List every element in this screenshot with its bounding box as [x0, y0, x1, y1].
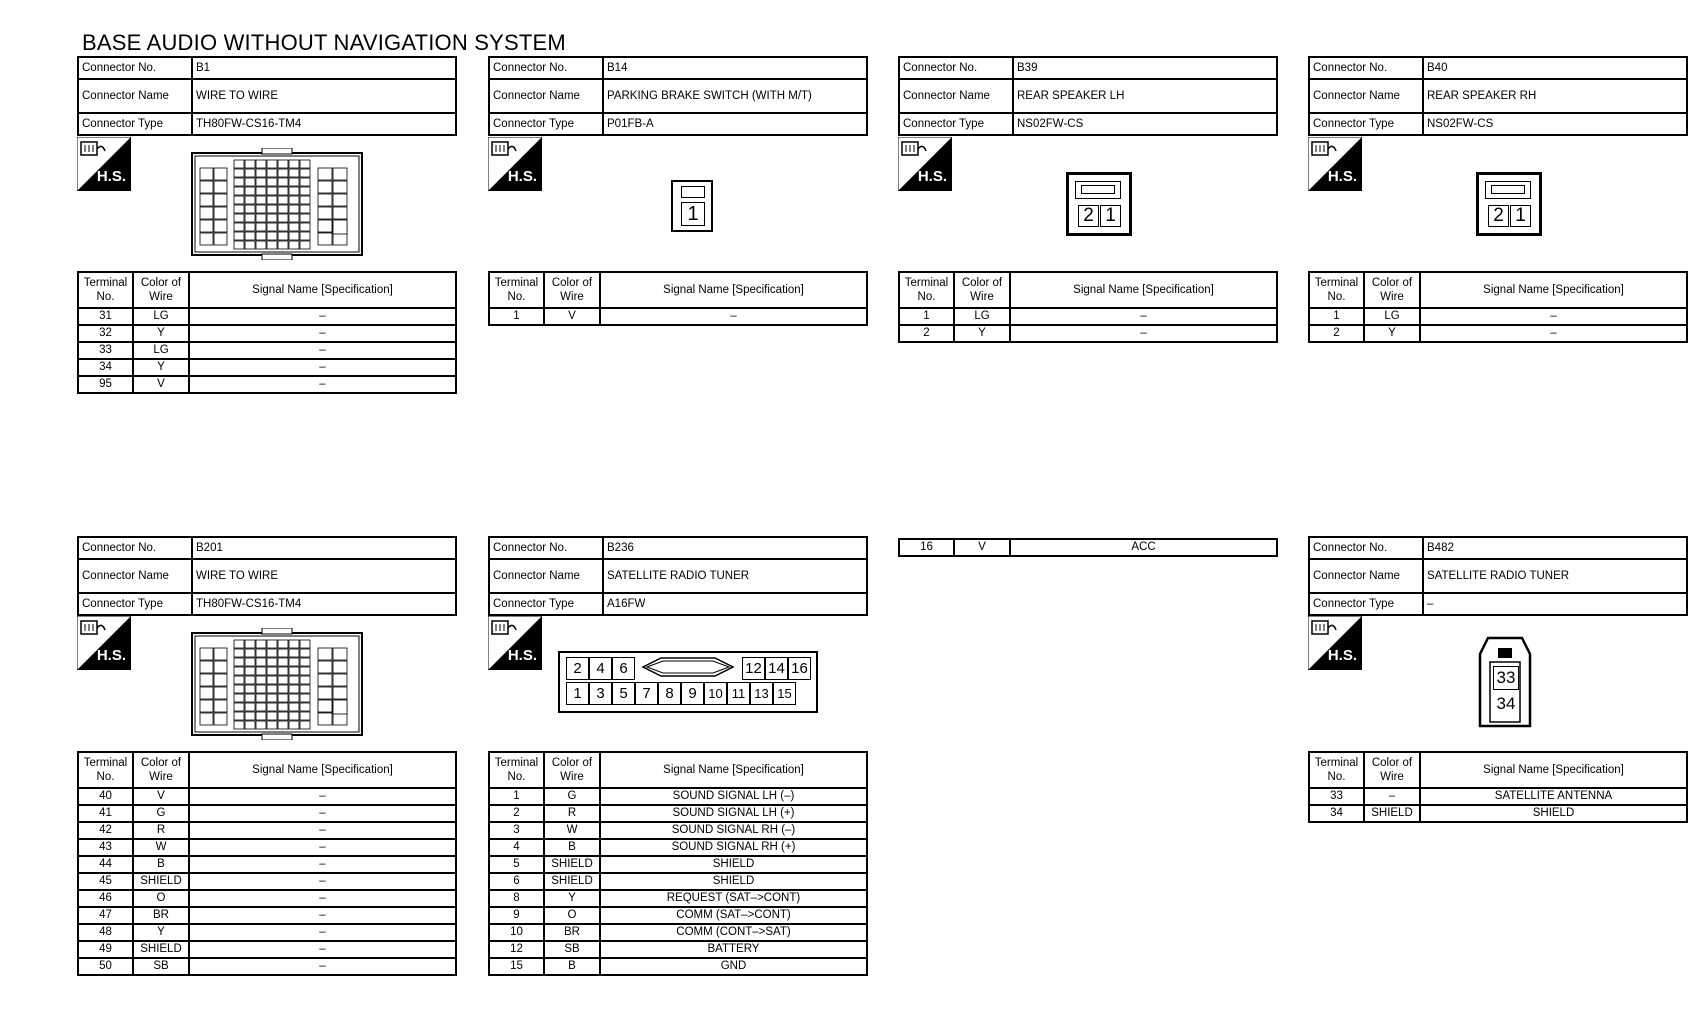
signal-name-cell: –: [189, 890, 456, 907]
pin-cell: 2: [566, 657, 589, 680]
connector-lock-slot: [1081, 185, 1115, 194]
connector-panel-b39: [898, 56, 1278, 136]
hs-badge-label: H.S.: [507, 168, 537, 185]
wire-color-cell: LG: [133, 308, 189, 325]
signal-name-cell: –: [189, 924, 456, 941]
wire-color-cell: V: [544, 308, 600, 325]
connector-header-table: [1308, 56, 1688, 136]
table-row: [78, 805, 456, 822]
table-row: [78, 856, 456, 873]
connector-name-value: WIRE TO WIRE: [192, 559, 456, 593]
table-row: [489, 907, 867, 924]
table-row: [78, 907, 456, 924]
connector-no-value: B201: [192, 537, 456, 559]
wire-color-cell: Y: [133, 924, 189, 941]
b201-connector-diagram: [190, 628, 364, 745]
terminal-panel-b236: [488, 751, 868, 976]
hs-badge-label: H.S.: [917, 168, 947, 185]
terminal-no-cell: 47: [78, 907, 133, 924]
wire-color-cell: R: [544, 805, 600, 822]
signal-name-cell: SOUND SIGNAL RH (+): [600, 839, 867, 856]
connector-no-label: Connector No.: [489, 57, 603, 79]
hs-icon: [77, 616, 131, 670]
terminal-no-cell: 41: [78, 805, 133, 822]
hs-badge-label: H.S.: [96, 168, 126, 185]
terminal-no-cell: 2: [1309, 325, 1364, 342]
signal-name-cell: BATTERY: [600, 941, 867, 958]
terminal-no-cell: 2: [489, 805, 544, 822]
pin-cell: 33: [1493, 666, 1519, 690]
table-row: [78, 839, 456, 856]
signal-name-cell: –: [189, 873, 456, 890]
wire-color-cell: SHIELD: [133, 941, 189, 958]
wire-color-cell: Y: [133, 325, 189, 342]
b39-connector-diagram: [1066, 172, 1132, 236]
terminal-no-header: Terminal No.: [78, 272, 133, 308]
hs-icon: [1308, 137, 1362, 191]
terminal-no-header: Terminal No.: [78, 752, 133, 788]
color-of-wire-header: Color of Wire: [1364, 272, 1420, 308]
table-row: [78, 924, 456, 941]
connector-name-value: WIRE TO WIRE: [192, 79, 456, 113]
table-row: [1309, 788, 1687, 805]
signal-name-header: Signal Name [Specification]: [1420, 272, 1687, 308]
wire-color-cell: SHIELD: [544, 856, 600, 873]
continuation-table: [898, 538, 1278, 557]
table-row: [78, 890, 456, 907]
terminal-no-cell: 10: [489, 924, 544, 941]
connector-lock-tab: [681, 186, 705, 198]
signal-name-header: Signal Name [Specification]: [600, 272, 867, 308]
connector-name-label: Connector Name: [899, 79, 1013, 113]
terminal-no-header: Terminal No.: [489, 272, 544, 308]
pin-cell: 10: [704, 682, 727, 705]
table-row: [78, 308, 456, 325]
signal-name-cell: –: [189, 856, 456, 873]
connector-type-value: –: [1423, 593, 1687, 615]
wire-color-cell: SHIELD: [1364, 805, 1420, 822]
wire-color-cell: G: [544, 788, 600, 805]
connector-no-value: B40: [1423, 57, 1687, 79]
b14-connector-diagram: [671, 180, 713, 232]
terminal-no-cell: 1: [489, 788, 544, 805]
wire-color-cell: BR: [544, 924, 600, 941]
signal-name-cell: SOUND SIGNAL LH (+): [600, 805, 867, 822]
wire-color-cell: V: [954, 539, 1010, 556]
wire-color-cell: –: [1364, 788, 1420, 805]
table-row: [489, 822, 867, 839]
table-row: [78, 873, 456, 890]
connector-type-label: Connector Type: [1309, 593, 1423, 615]
hs-icon: [1308, 616, 1362, 670]
signal-name-header: Signal Name [Specification]: [600, 752, 867, 788]
signal-name-cell: SHIELD: [600, 856, 867, 873]
connector-key-icon: [641, 656, 735, 678]
signal-name-cell: –: [1420, 308, 1687, 325]
connector-type-value: NS02FW-CS: [1423, 113, 1687, 135]
terminal-no-cell: 33: [78, 342, 133, 359]
table-row: [78, 376, 456, 393]
terminal-no-cell: 16: [899, 539, 954, 556]
signal-name-cell: –: [189, 325, 456, 342]
table-row: [78, 325, 456, 342]
hs-badge-label: H.S.: [1327, 647, 1357, 664]
table-row: [1309, 325, 1687, 342]
terminal-no-cell: 1: [1309, 308, 1364, 325]
signal-name-cell: –: [189, 308, 456, 325]
color-of-wire-header: Color of Wire: [133, 752, 189, 788]
table-row: [489, 890, 867, 907]
terminal-no-cell: 44: [78, 856, 133, 873]
terminal-panel-b482: [1308, 751, 1688, 823]
connector-type-label: Connector Type: [899, 113, 1013, 135]
terminal-no-cell: 31: [78, 308, 133, 325]
signal-name-cell: GND: [600, 958, 867, 975]
wire-color-cell: R: [133, 822, 189, 839]
table-row: [489, 805, 867, 822]
wire-color-cell: W: [544, 822, 600, 839]
terminal-no-cell: 2: [899, 325, 954, 342]
terminal-no-cell: 5: [489, 856, 544, 873]
terminal-no-cell: 50: [78, 958, 133, 975]
pin-cell: 11: [727, 682, 750, 705]
wire-color-cell: LG: [1364, 308, 1420, 325]
connector-name-label: Connector Name: [78, 79, 192, 113]
terminal-no-cell: 34: [78, 359, 133, 376]
hs-badge-label: H.S.: [1327, 168, 1357, 185]
connector-panel-b201: [77, 536, 457, 616]
signal-name-cell: –: [189, 822, 456, 839]
terminal-no-cell: 48: [78, 924, 133, 941]
connector-no-label: Connector No.: [78, 57, 192, 79]
pin-cell: 16: [788, 657, 811, 680]
terminal-no-cell: 1: [899, 308, 954, 325]
pin-cell: 1: [1100, 205, 1121, 227]
table-row: [78, 359, 456, 376]
table-row: [78, 342, 456, 359]
connector-no-value: B1: [192, 57, 456, 79]
connector-type-label: Connector Type: [78, 593, 192, 615]
connector-no-label: Connector No.: [1309, 537, 1423, 559]
signal-name-cell: –: [189, 805, 456, 822]
pin-cell: 2: [1078, 205, 1099, 227]
connector-name-label: Connector Name: [1309, 79, 1423, 113]
connector-name-label: Connector Name: [489, 79, 603, 113]
b40-connector-diagram: [1476, 172, 1542, 236]
signal-name-cell: –: [1010, 325, 1277, 342]
connector-type-label: Connector Type: [489, 113, 603, 135]
connector-no-value: B39: [1013, 57, 1277, 79]
pin-cell: 7: [635, 682, 658, 705]
connector-no-label: Connector No.: [489, 537, 603, 559]
connector-panel-b40: [1308, 56, 1688, 136]
connector-name-value: SATELLITE RADIO TUNER: [1423, 559, 1687, 593]
terminal-panel-b39: [898, 271, 1278, 343]
connector-type-label: Connector Type: [489, 593, 603, 615]
color-of-wire-header: Color of Wire: [1364, 752, 1420, 788]
terminal-no-cell: 6: [489, 873, 544, 890]
wire-color-cell: LG: [133, 342, 189, 359]
pin-cell: 5: [612, 682, 635, 705]
table-row: [489, 308, 867, 325]
connector-type-value: TH80FW-CS16-TM4: [192, 593, 456, 615]
pin-cell: 4: [589, 657, 612, 680]
table-row: [899, 308, 1277, 325]
connector-type-label: Connector Type: [1309, 113, 1423, 135]
table-row: [489, 941, 867, 958]
table-row: [78, 822, 456, 839]
pin-cell: 3: [589, 682, 612, 705]
terminal-no-cell: 49: [78, 941, 133, 958]
terminal-no-cell: 46: [78, 890, 133, 907]
terminal-table: [77, 751, 457, 976]
wire-color-cell: Y: [1364, 325, 1420, 342]
wire-color-cell: V: [133, 376, 189, 393]
pin-cell: 13: [750, 682, 773, 705]
pin-cell: 6: [612, 657, 635, 680]
connector-header-table: [77, 56, 457, 136]
connector-name-label: Connector Name: [1309, 559, 1423, 593]
connector-name-label: Connector Name: [489, 559, 603, 593]
pin-cell: 34: [1496, 694, 1516, 713]
terminal-table: [488, 751, 868, 976]
signal-name-cell: –: [189, 788, 456, 805]
terminal-no-header: Terminal No.: [1309, 272, 1364, 308]
terminal-no-cell: 42: [78, 822, 133, 839]
signal-name-cell: –: [189, 359, 456, 376]
terminal-panel-b201: [77, 751, 457, 976]
table-row: [489, 839, 867, 856]
terminal-no-cell: 95: [78, 376, 133, 393]
connector-lock-slot: [1491, 185, 1525, 194]
connector-header-table: [1308, 536, 1688, 616]
table-row: [78, 958, 456, 975]
connector-type-label: Connector Type: [78, 113, 192, 135]
pin-cell: 12: [742, 657, 765, 680]
multi-pin-connector-face-icon: [190, 148, 364, 260]
terminal-table: [77, 271, 457, 394]
pin-cell: 15: [773, 682, 796, 705]
terminal-no-header: Terminal No.: [1309, 752, 1364, 788]
signal-name-header: Signal Name [Specification]: [189, 272, 456, 308]
hs-icon: [488, 137, 542, 191]
terminal-no-header: Terminal No.: [489, 752, 544, 788]
terminal-no-cell: 33: [1309, 788, 1364, 805]
connector-no-value: B14: [603, 57, 867, 79]
b1-connector-diagram: [190, 148, 364, 265]
terminal-panel-b1: [77, 271, 457, 394]
signal-name-cell: –: [189, 907, 456, 924]
terminal-no-cell: 9: [489, 907, 544, 924]
terminal-table: [1308, 271, 1688, 343]
table-row: [489, 958, 867, 975]
wire-color-cell: LG: [954, 308, 1010, 325]
signal-name-cell: ACC: [1010, 539, 1277, 556]
terminal-no-cell: 15: [489, 958, 544, 975]
wire-color-cell: B: [544, 839, 600, 856]
wire-color-cell: SB: [133, 958, 189, 975]
signal-name-cell: –: [189, 342, 456, 359]
connector-no-label: Connector No.: [1309, 57, 1423, 79]
terminal-table: [488, 271, 868, 326]
wire-color-cell: Y: [954, 325, 1010, 342]
connector-type-value: A16FW: [603, 593, 867, 615]
signal-name-cell: SHIELD: [1420, 805, 1687, 822]
connector-name-value: REAR SPEAKER RH: [1423, 79, 1687, 113]
connector-type-value: P01FB-A: [603, 113, 867, 135]
connector-no-value: B482: [1423, 537, 1687, 559]
table-row: [899, 325, 1277, 342]
signal-name-cell: –: [189, 941, 456, 958]
signal-name-cell: COMM (CONT–>SAT): [600, 924, 867, 941]
connector-header-table: [77, 536, 457, 616]
wire-color-cell: G: [133, 805, 189, 822]
signal-name-header: Signal Name [Specification]: [189, 752, 456, 788]
signal-name-header: Signal Name [Specification]: [1420, 752, 1687, 788]
terminal-table: [1308, 751, 1688, 823]
signal-name-cell: REQUEST (SAT–>CONT): [600, 890, 867, 907]
connector-no-value: B236: [603, 537, 867, 559]
terminal-no-cell: 45: [78, 873, 133, 890]
pin-cell: 1: [1510, 205, 1531, 227]
terminal-no-cell: 12: [489, 941, 544, 958]
wire-color-cell: B: [544, 958, 600, 975]
connector-header-table: [488, 536, 868, 616]
connector-name-label: Connector Name: [78, 559, 192, 593]
multi-pin-connector-face-icon: [190, 628, 364, 740]
terminal-table: [898, 271, 1278, 343]
continuation-row-panel: [898, 538, 1278, 557]
wire-color-cell: SHIELD: [544, 873, 600, 890]
connector-type-value: NS02FW-CS: [1013, 113, 1277, 135]
wire-color-cell: BR: [133, 907, 189, 924]
pin-cell: 1: [681, 202, 705, 226]
wire-color-cell: O: [544, 907, 600, 924]
signal-name-cell: –: [189, 376, 456, 393]
terminal-no-header: Terminal No.: [899, 272, 954, 308]
terminal-no-cell: 32: [78, 325, 133, 342]
pin-cell: 2: [1488, 205, 1509, 227]
hs-icon: [77, 137, 131, 191]
wire-color-cell: W: [133, 839, 189, 856]
signal-name-cell: SOUND SIGNAL LH (–): [600, 788, 867, 805]
pin-cell: 8: [658, 682, 681, 705]
table-row: [489, 873, 867, 890]
signal-name-cell: SATELLITE ANTENNA: [1420, 788, 1687, 805]
wire-color-cell: SHIELD: [133, 873, 189, 890]
connector-header-table: [898, 56, 1278, 136]
connector-header-table: [488, 56, 868, 136]
connector-no-label: Connector No.: [78, 537, 192, 559]
connector-type-value: TH80FW-CS16-TM4: [192, 113, 456, 135]
terminal-no-cell: 4: [489, 839, 544, 856]
wire-color-cell: Y: [133, 359, 189, 376]
connector-name-value: REAR SPEAKER LH: [1013, 79, 1277, 113]
table-row: [899, 539, 1277, 556]
terminal-no-cell: 34: [1309, 805, 1364, 822]
pin-cell: 14: [765, 657, 788, 680]
signal-name-cell: SOUND SIGNAL RH (–): [600, 822, 867, 839]
table-row: [489, 856, 867, 873]
signal-name-cell: –: [1010, 308, 1277, 325]
table-row: [1309, 308, 1687, 325]
hs-badge-label: H.S.: [507, 647, 537, 664]
hs-icon: [488, 616, 542, 670]
wire-color-cell: V: [133, 788, 189, 805]
color-of-wire-header: Color of Wire: [544, 752, 600, 788]
hs-badge-label: H.S.: [96, 647, 126, 664]
signal-name-cell: COMM (SAT–>CONT): [600, 907, 867, 924]
connector-name-value: SATELLITE RADIO TUNER: [603, 559, 867, 593]
wire-color-cell: B: [133, 856, 189, 873]
wire-color-cell: O: [133, 890, 189, 907]
signal-name-cell: –: [189, 839, 456, 856]
connector-panel-b236: [488, 536, 868, 616]
table-row: [78, 941, 456, 958]
signal-name-cell: –: [1420, 325, 1687, 342]
b482-connector-diagram: [1478, 636, 1532, 728]
terminal-panel-b40: [1308, 271, 1688, 343]
terminal-no-cell: 40: [78, 788, 133, 805]
terminal-no-cell: 8: [489, 890, 544, 907]
page-title: BASE AUDIO WITHOUT NAVIGATION SYSTEM: [82, 30, 566, 55]
signal-name-cell: SHIELD: [600, 873, 867, 890]
connector-no-label: Connector No.: [899, 57, 1013, 79]
pin-cell: 9: [681, 682, 704, 705]
terminal-panel-b14: [488, 271, 868, 326]
b236-connector-diagram: [558, 651, 818, 713]
connector-panel-b14: [488, 56, 868, 136]
wire-color-cell: Y: [544, 890, 600, 907]
signal-name-cell: –: [600, 308, 867, 325]
terminal-no-cell: 43: [78, 839, 133, 856]
color-of-wire-header: Color of Wire: [544, 272, 600, 308]
pin-cell: 1: [566, 682, 589, 705]
table-row: [489, 924, 867, 941]
connector-panel-b482: [1308, 536, 1688, 616]
color-of-wire-header: Color of Wire: [133, 272, 189, 308]
signal-name-cell: –: [189, 958, 456, 975]
table-row: [78, 788, 456, 805]
terminal-no-cell: 1: [489, 308, 544, 325]
connector-panel-b1: [77, 56, 457, 136]
wire-color-cell: SB: [544, 941, 600, 958]
hs-icon: [898, 137, 952, 191]
connector-name-value: PARKING BRAKE SWITCH (WITH M/T): [603, 79, 867, 113]
signal-name-header: Signal Name [Specification]: [1010, 272, 1277, 308]
color-of-wire-header: Color of Wire: [954, 272, 1010, 308]
table-row: [489, 788, 867, 805]
table-row: [1309, 805, 1687, 822]
terminal-no-cell: 3: [489, 822, 544, 839]
